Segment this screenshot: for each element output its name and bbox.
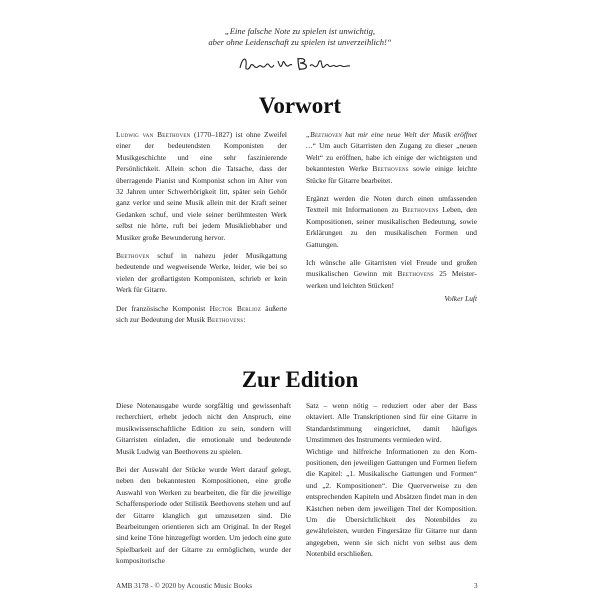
paragraph-text: Ergänzt werden die Noten durch einen umfassenden Textteil mit Informationen zu bbox=[306, 194, 477, 215]
edition-left-column bbox=[116, 400, 291, 574]
name-beethovens: Beethovens bbox=[402, 205, 439, 215]
paragraph-text: “ Um auch Gitarristen den Zugang zu dieser „neuen Welt“ zu eröffnen, habe ich einige der wichtigsten und bekanntesten Werke bbox=[306, 141, 477, 174]
paragraph-text: äußerte sich zur Bedeutung der Musik bbox=[116, 303, 287, 325]
name-beethovens: Beethovens bbox=[397, 269, 434, 279]
edition-paragraph: Bei der Auswahl der Stücke wurde Wert darauf gelegt, neben den bekanntesten Kompositionen, eine große Auswahl von Werken zu bearbeiten, die für die jeweilige Schaffensperiode oder Stilistik Beethovens stehen und auf der Gitarre klanglich gut umzusetzen sind. Die Bearbeitungen orientieren sich am Original. In der Regel sind keine Töne hinzugefügt worden. Um jedoch eine gute Spielbarkeit auf der Gitarre zu ermöglichen, wurde der kompositorische bbox=[116, 465, 291, 566]
edition-right-column bbox=[306, 400, 477, 567]
quote-line-1: „Eine falsche Note zu spielen ist unwichtig, bbox=[224, 26, 376, 36]
paragraph-text: schuf in nahezu jeder Musikgattung bedeutende und wegweisende Werke, leider, wie bei so vielen der großartigsten Komponisten, schrieb er kein Werk für Gitarre. bbox=[116, 251, 287, 295]
edition-paragraph: Diese Notenausgabe wurde sorgfältig und gewissenhaft recherchiert, erhebt jedoch nicht den Anspruch, eine musikwissenschaftliche Edition zu sein, sondern will Gitarristen einladen, die emotionale und bedeutende Musik Ludwig van Beethovens zu spielen. bbox=[116, 401, 291, 456]
page-number: 3 bbox=[474, 582, 478, 590]
vorwort-paragraph bbox=[306, 193, 477, 250]
vorwort-paragraph bbox=[116, 129, 287, 243]
footer-copyright: AMB 3178 - © 2020 by Acoustic Music Books bbox=[116, 582, 253, 590]
vorwort-paragraph bbox=[116, 250, 287, 296]
epigraph-quote bbox=[180, 26, 420, 48]
author-signature: Volker Luft bbox=[444, 294, 477, 304]
paragraph-text: sowie einige leichte Stücke für Gitarre bearbeitet. bbox=[306, 164, 477, 185]
vorwort-paragraph bbox=[306, 129, 477, 186]
quote-mark: „ bbox=[306, 130, 311, 139]
edition-paragraph: Satz – wenn nötig – reduziert oder aber der Bass oktaviert. Alle Transkriptionen sind für eine Gitarre in Standardstimmung eingerichtet, damit häufiges Umstimmen des Instruments vermieden wird. bbox=[306, 401, 477, 445]
name-beethoven: Beethoven bbox=[116, 251, 150, 261]
name-beethoven: Beethoven bbox=[310, 130, 342, 139]
quote-line-2: aber ohne Leidenschaft zu spielen ist unverzeihlich!“ bbox=[208, 37, 392, 47]
paragraph-text: Ich wünsche alle Gitarristen viel Freude und großen musikalischen Gewinn mit bbox=[306, 258, 477, 279]
vorwort-left-column bbox=[116, 129, 287, 333]
vorwort-paragraph bbox=[116, 303, 287, 326]
paragraph-text: Der französische Komponist bbox=[116, 303, 210, 313]
paragraph-text: : bbox=[243, 315, 246, 325]
edition-paragraph: Wichtige und hilfreiche Informationen zu den Kompositionen, den jeweiligen Gattungen und Formen liefern die Kapitel: „1. Musikalische Gattungen und Formen“ und „2. Kompositionen“. Die Querverweise zu den entsprechenden Kapiteln und Absätzen findet man in den Kästchen neben dem jeweiligen Titel der Komposition. Um die Übersichtlichkeit des Notenbildes zu gewährleisten, wurden Fingersätze für Gitarre nur dann angegeben, wenn sie sich nicht von selbst aus dem Notenbild erschließen. bbox=[306, 446, 477, 559]
vorwort-paragraph bbox=[306, 257, 477, 291]
name-beethovens: Beethovens bbox=[372, 164, 409, 174]
name-beethoven: Ludwig van Beethoven bbox=[116, 130, 191, 139]
edition-heading: Zur Edition bbox=[241, 367, 359, 392]
beethoven-signature bbox=[236, 53, 356, 75]
paragraph-text: 25 Meisterwerken und leichten Stücken! bbox=[306, 269, 477, 290]
vorwort-right-column bbox=[306, 129, 477, 312]
vorwort-heading: Vorwort bbox=[258, 93, 342, 118]
name-berlioz: Hector Berlioz bbox=[209, 303, 261, 313]
paragraph-text: (1770–1827) ist ohne Zweifel einer der bedeutendsten Komponisten der Musikgeschichte und eine sehr faszinierende Persönlichkeit. Allein schon die Tatsache, dass der überragende Pianist und Komponist schon im Alter von 32 Jahren unter Schwerhörigkeit litt, später sein Gehör ganz verlor und seine Musik allein mit der Kraft seiner Gedanken schuf, und viele seiner berühmtesten Werk selbst nie hörte, ruft bei jedem Musikliebhaber und Musiker große Bewunderung hervor. bbox=[116, 130, 287, 242]
name-beethovens: Beethovens bbox=[206, 315, 244, 325]
berlioz-quote: hat mir eine neue Welt der Musik eröffnet … bbox=[306, 130, 477, 151]
paragraph-text: Leben, den Kompositionen, seiner musikalischen Bedeutung, sowie Erklärungen zu den musikalischen Formen und Gattungen. bbox=[306, 205, 477, 249]
